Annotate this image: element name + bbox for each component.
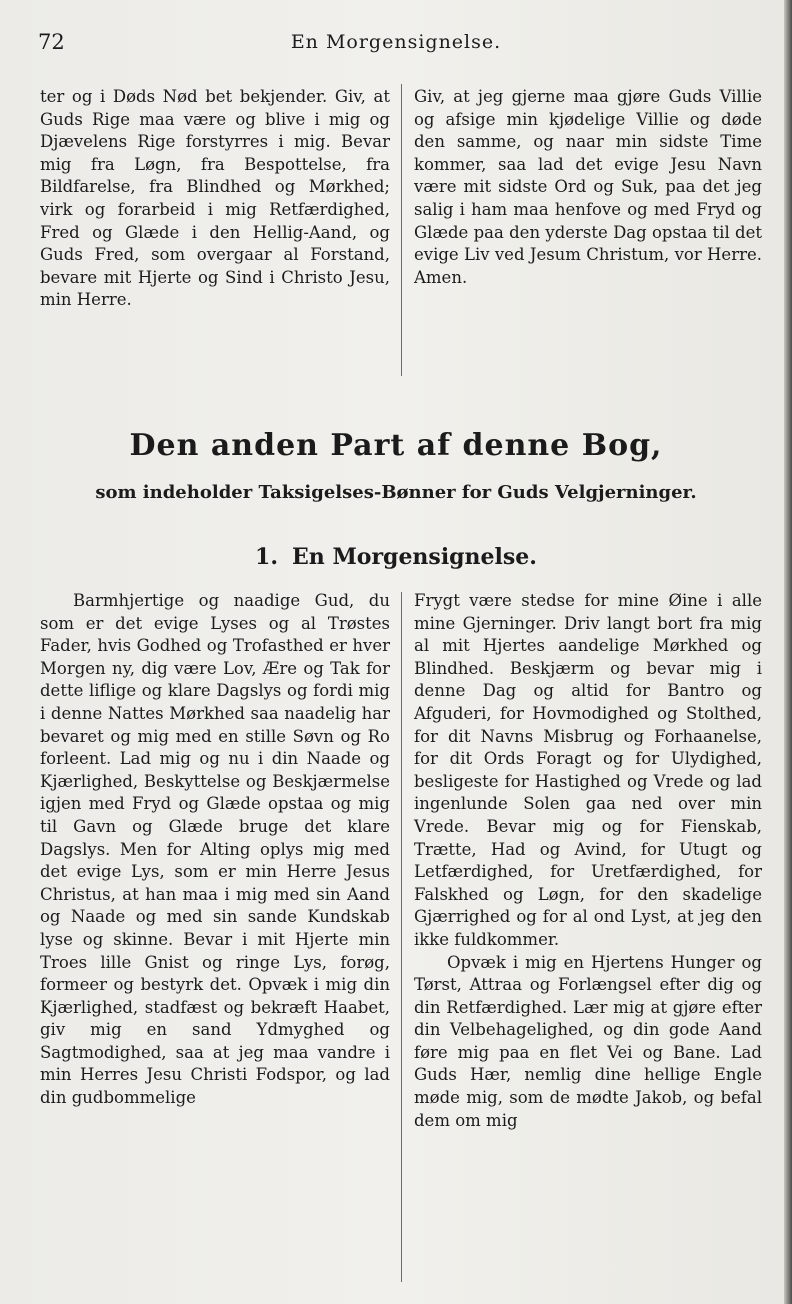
page-edge [784,0,792,1304]
part-heading: Den anden Part af denne Bog, [129,428,663,463]
right-column-top [414,86,762,289]
running-title: En Morgensignelse. [290,31,502,53]
left-column-bottom [40,590,390,1110]
column-divider [401,592,402,1282]
part-subtitle: som indeholder Taksigelses-Bønner for Guds Velgjerninger. [95,482,697,503]
running-header [0,30,792,58]
page-number: 72 [38,30,65,54]
section-title: En Morgensignelse. [292,544,537,570]
section-heading [0,544,792,570]
paragraph: Giv, at jeg gjerne maa gjøre Guds Villie og afsige min kjødelige Villie og døde den samme, og naar min sidste Time kommer, saa lad det evige Jesu Navn være mit sidste Ord og Suk, paa det jeg salig i ham maa henfove og med Fryd og Glæde paa den yderste Dag opstaa til det evige Liv ved Jesum Christum, vor Herre. Amen. [414,87,762,287]
section-number: 1. [255,544,279,570]
right-column-bottom [414,590,762,1132]
paragraph: Opvæk i mig en Hjertens Hunger og Tørst, Attraa og Forlængsel efter dig og din Retfærdighed. Lær mig at gjøre efter din Velbehagelighed, og din gode Aand føre mig paa en flet Vei og Bane. Lad Guds Hær, nemlig dine hellige Engle møde mig, som de mødte Jakob, og befal dem om mig [414,952,762,1130]
paragraph: Frygt være stedse for mine Øine i alle mine Gjerninger. Driv langt bort fra mig al mit Hjertes aandelige Mørkhed og Blindhed. Beskjærm og bevar mig i denne Dag og altid for Bantro og Afguderi, for Hovmodighed og Stolthed, for dit Navns Misbrug og Forhaanelse, for dit Ords Foragt og for Ulydighed, besligeste for Hastighed og Vrede og lad ingenlunde Solen gaa ned over min Vrede. Bevar mig og for Fienskab, Trætte, Had og Avind, for Utugt og Letfærdighed, for Uretfærdighed, for Falskhed og Løgn, for den skadelige Gjærrighed og for al ond Lyst, at jeg den ikke fuldkommer. [414,591,762,949]
paragraph: Barmhjertige og naadige Gud, du som er det evige Lyses og al Trøstes Fader, hvis Godhed og Trofasthed er hver Morgen ny, dig være Lov, Ære og Tak for dette liflige og klare Dagslys og fordi mig i denne Nattes Mørkhed saa naadelig har bevaret og mig med en stille Søvn og Ro forleent. Lad mig og nu i din Naade og Kjærlighed, Beskyttelse og Beskjærmelse igjen med Fryd og Glæde opstaa og mig til Gavn og Glæde bruge det klare Dagslys. Men for Alting oplys mig med det evige Lys, som er min Herre Jesus Christus, at han maa i mig med sin Aand og Naade og med sin sande Kundskab lyse og skinne. Bevar i mit Hjerte min Troes lille Gnist og ringe Lys, forøg, formeer og bestyrk det. Opvæk i mig din Kjærlighed, stadfæst og bekræft Haabet, giv mig en sand Ydmyghed og Sagtmodighed, saa at jeg maa vandre i min Herres Jesu Christi Fodspor, og lad din gudbommelige [40,591,390,1108]
paragraph: ter og i Døds Nød bet bekjender. Giv, at Guds Rige maa være og blive i mig og Djævelens Rige forstyrres i mig. Bevar mig fra Løgn, fra Bespottelse, fra Bildfarelse, fra Blindhed og Mørkhed; virk og forarbeid i mig Retfærdighed, Fred og Glæde i den Hellig-Aand, og Guds Fred, som overgaar al Forstand, bevare mit Hjerte og Sind i Christo Jesu, min Herre. [40,87,390,310]
column-divider [401,84,402,376]
left-column-top [40,86,390,312]
